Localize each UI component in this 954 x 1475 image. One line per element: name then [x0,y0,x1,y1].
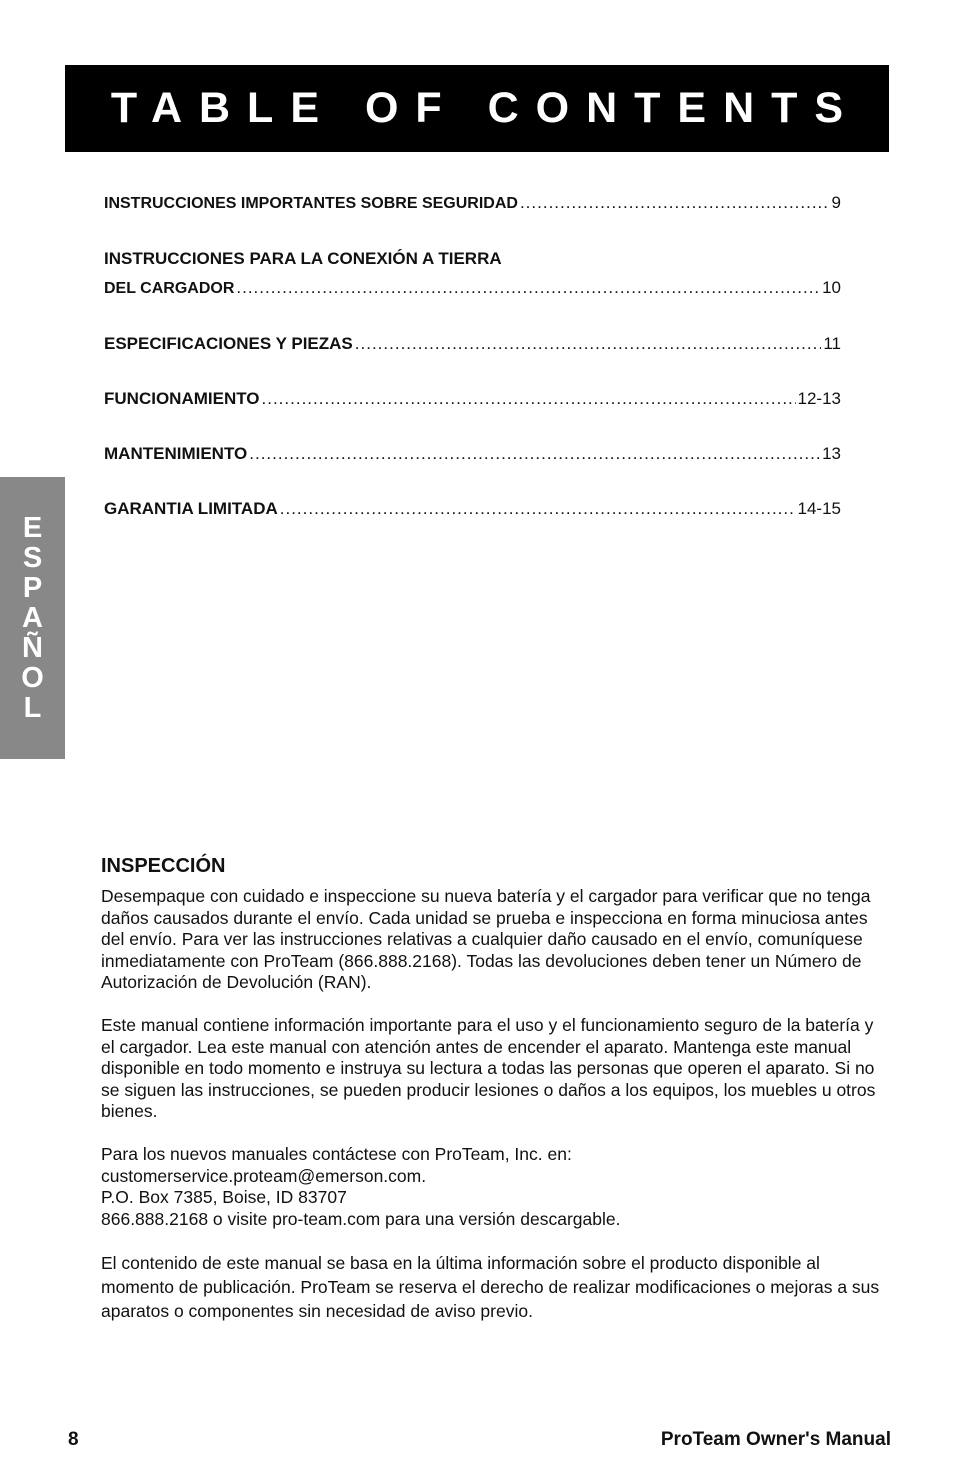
toc-label: FUNCIONAMIENTO [104,389,260,408]
toc-page: 12-13 [797,389,841,408]
manual-info-paragraph: Este manual contiene información importante para el uso y el funcionamiento seguro de la batería y el cargador. Lea este manual con atención antes de encender el aparato. Mantenga este manual disponible en todo momento e instruya su lectura a todas las personas que operen el aparato. Si no se siguen las instrucciones, se pueden producir lesiones o daños a los equipos, los muebles u otros bienes. [101,1014,876,1122]
toc-page: 13 [822,444,841,463]
toc-entry-seguridad[interactable] [104,190,841,216]
tab-letter: L [23,692,42,724]
toc-entry-funcionamiento[interactable] [104,386,841,411]
toc-entry-garantia[interactable] [104,496,841,521]
manual-title: ProTeam Owner's Manual [660,1429,891,1450]
toc-label: INSTRUCCIONES IMPORTANTES SOBRE SEGURIDAD [104,195,518,212]
toc-entry-mantenimiento[interactable] [104,441,841,466]
toc-page: 10 [822,278,841,297]
toc-leader [249,441,820,466]
toc-page: 9 [831,193,841,212]
table-of-contents [104,190,841,551]
toc-leader [280,496,796,521]
page-number: 8 [68,1429,79,1450]
contact-block [101,1144,891,1230]
toc-entry-conexion-tierra[interactable] [104,246,841,301]
toc-leader [236,275,820,300]
section-heading: INSPECCIÓN [101,855,226,877]
toc-leader [262,386,796,411]
disclaimer-paragraph: El contenido de este manual se basa en la última información sobre el producto disponible al momento de publicación. ProTeam se reserva el derecho de realizar modificaciones o mejoras a sus aparatos o componentes sin necesidad de aviso previo. [101,1253,880,1322]
toc-page: 14-15 [797,499,841,518]
toc-label-continued: DEL CARGADOR [104,280,235,297]
toc-label: GARANTIA LIMITADA [104,499,278,518]
tab-letter: P [22,572,43,604]
contact-email: customerservice.proteam@emerson.com. [101,1165,427,1186]
contact-line: Para los nuevos manuales contáctese con ProTeam, Inc. en: [101,1143,572,1164]
toc-leader [355,331,822,356]
toc-label: MANTENIMIENTO [104,444,248,463]
tab-letter: Ñ [22,632,43,664]
toc-label: INSTRUCCIONES PARA LA CONEXIÓN A TIERRA [104,249,502,268]
language-tab-espanol [0,477,65,759]
inspection-section [101,852,891,1344]
toc-page: 11 [823,334,841,353]
page-title: TABLE OF CONTENTS [110,84,861,132]
tab-letter: E [22,512,43,544]
toc-entry-especificaciones[interactable] [104,331,841,356]
title-banner [65,65,889,152]
tab-letter: S [22,542,43,574]
toc-leader [520,190,830,215]
contact-phone-web: 866.888.2168 o visite pro-team.com para una versión descargable. [101,1208,621,1229]
toc-label: ESPECIFICACIONES Y PIEZAS [104,334,353,353]
contact-address: P.O. Box 7385, Boise, ID 83707 [101,1187,347,1208]
inspection-paragraph: Desempaque con cuidado e inspeccione su nueva batería y el cargador para verificar que no tenga daños causados durante el envío. Cada unidad se prueba e inspecciona en forma minuciosa antes del envío. Para ver las instrucciones relativas a cualquier daño causado en el envío, comuníquese inmediatamente con ProTeam (866.888.2168). Todas las devoluciones deben tener un Número de Autorización de Devolución (RAN). [101,886,871,993]
tab-letter: A [22,602,43,634]
tab-letter: O [21,662,44,694]
